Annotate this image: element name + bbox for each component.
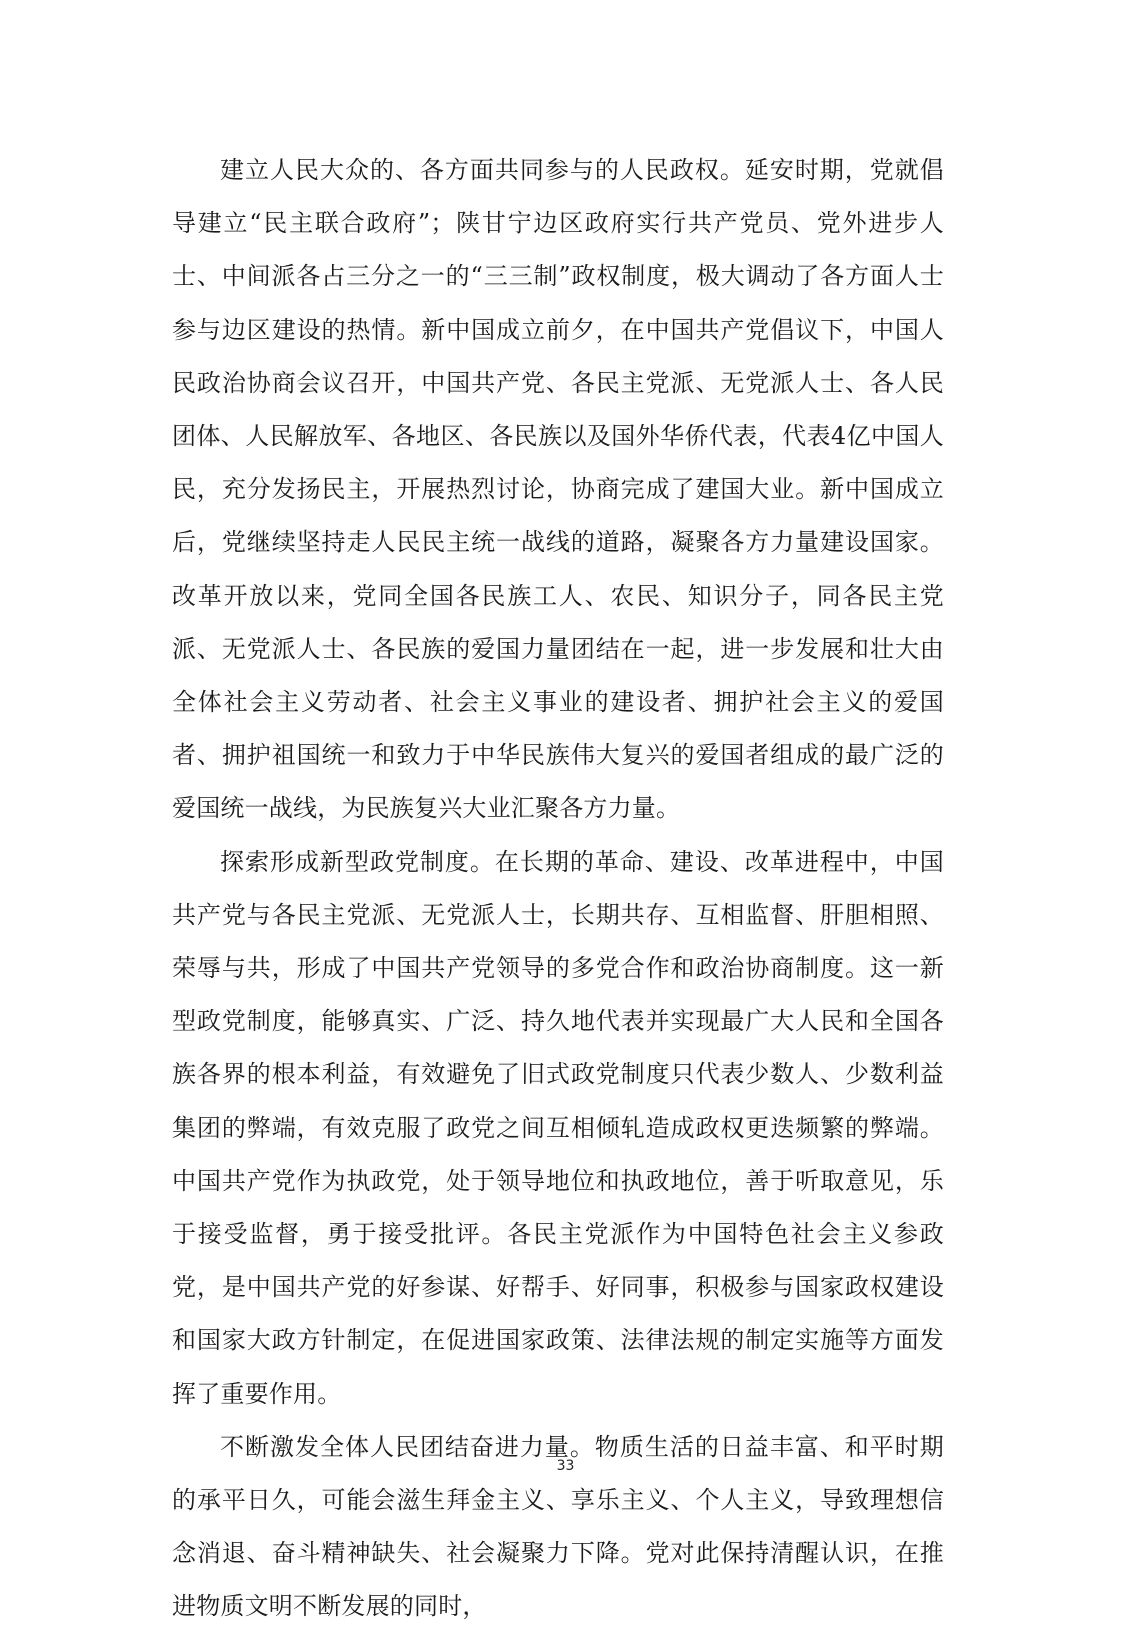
paragraph-1: 建立人民大众的、各方面共同参与的人民政权。延安时期，党就倡导建立“民主联合政府”；陕甘宁边区政府实行共产党员、党外进步人士、中间派各占三分之一的“三三制”政权制度，极大调动了各方面人士参与边区建设的热情。新中国成立前夕，在中国共产党倡议下，中国人民政治协商会议召开，中国共产党、各民主党派、无党派人士、各人民团体、人民解放军、各地区、各民族以及国外华侨代表，代表4亿中国人民，充分发扬民主，开展热烈讨论，协商完成了建国大业。新中国成立后，党继续坚持走人民民主统一战线的道路，凝聚各方力量建设国家。改革开放以来，党同全国各民族工人、农民、知识分子，同各民主党派、无党派人士、各民族的爱国力量团结在一起，进一步发展和壮大由全体社会主义劳动者、社会主义事业的建设者、拥护社会主义的爱国者、拥护祖国统一和致力于中华民族伟大复兴的爱国者组成的最广泛的爱国统一战线，为民族复兴大业汇聚各方力量。 xyxy=(172,156,944,823)
paragraph-2: 探索形成新型政党制度。在长期的革命、建设、改革进程中，中国共产党与各民主党派、无党派人士，长期共存、互相监督、肝胆相照、荣辱与共，形成了中国共产党领导的多党合作和政治协商制度。这一新型政党制度，能够真实、广泛、持久地代表并实现最广大人民和全国各族各界的根本利益，有效避免了旧式政党制度只代表少数人、少数利益集团的弊端，有效克服了政党之间互相倾轧造成政权更迭频繁的弊端。中国共产党作为执政党，处于领导地位和执政地位，善于听取意见，乐于接受监督，勇于接受批评。各民主党派作为中国特色社会主义参政党，是中国共产党的好参谋、好帮手、好同事，积极参与国家政权建设和国家大政方针制定，在促进国家政策、法律法规的制定实施等方面发挥了重要作用。 xyxy=(172,847,944,1408)
paragraph-3: 不断激发全体人民团结奋进力量。物质生活的日益丰富、和平时期的承平日久，可能会滋生拜金主义、享乐主义、个人主义，导致理想信念消退、奋斗精神缺失、社会凝聚力下降。党对此保持清醒认识，在推进物质文明不断发展的同时， xyxy=(172,1432,944,1621)
document-body xyxy=(172,144,944,1634)
page-number: 33 xyxy=(556,1458,575,1474)
